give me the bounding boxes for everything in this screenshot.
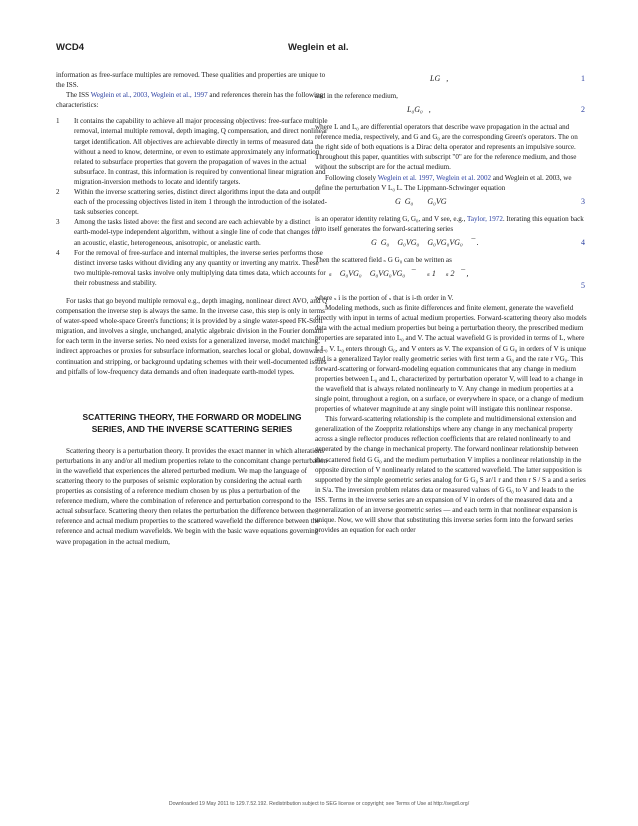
perturbation-paragraph — [315, 173, 587, 193]
follow-post: and Weglein et al. 2003, we define the perturbation V L₀ L. The Lippmann-Schwinger equation — [315, 173, 572, 192]
journal-code: WCD4 — [56, 42, 84, 53]
list-text: For the removal of free-surface and internal multiples, the inverse series performs those distinct inverse tasks without dividing any any quantity or inverting any matrix. These two multiple-removal tasks involve only multiplying data times data, which accounts for their robustness and stability. — [74, 248, 326, 287]
list-item — [56, 217, 328, 247]
equation-4-text: G G₀ G₀VG₀ G₀VG₀VG₀ ¯ . — [371, 237, 479, 247]
running-authors: Weglein et al. — [288, 42, 349, 53]
citation-link[interactable]: Weglein et al., 2003, Weglein et al., 1997 — [90, 91, 208, 100]
equation-3-number: 3 — [581, 196, 585, 206]
reference-medium-line: and in the reference medium, — [315, 92, 398, 100]
zoeppritz-paragraph: This forward-scattering relationship is the complete and multidimensional extension and generalization of the Zoeppritz relationships where any change in any mechanical property across a single reflector produces reflection coefficients that are related nonlinearly to and generated by the change in mechanical property. The forward nonlinear relationship between the scattered field G G₀ and the medium perturbation V implies a nonlinear relationship in the opposite direction of V nonlinearly related to the scattered wavefield. The latter supposition is supported by the simple geometric series analog for G G₀ S ar/1 r and then r S / S a and a series in S/a. The inversion problem relates data or measured values of G G₀ to V and leads to the ISS. Terms in the inverse series are an expansion of V in orders of the measured data and a generalization of an inverse geometric series — and each term in that nonlinear expansion is unique. Now, we will show that substituting this inverse series form into the forward series provides an equation for each order — [315, 415, 586, 535]
lippmann-schwinger-paragraph — [315, 214, 587, 234]
list-number: 1 — [56, 117, 60, 126]
list-number: 2 — [56, 188, 60, 197]
equation-2-text: L₀G₀ , — [407, 105, 431, 115]
modeling-paragraph: Modeling methods, such as finite differences and finite element, generate the wavefield directly with input in terms of actual medium properties. Forward-scattering theory also models data with the actual medium properties but being a perturbation theory, the prescribed medium properties are separated into L₀ and V. The actual wavefield G is provided in terms of L, where L L₀ V. L₀ enters through G₀, and V enters as V. The expansion of G G₀ in orders of V is unique and is a generalized Taylor really geometric series with first term a G₀ and the rate r VG₀. This forward-scattering or forward-modeling equation communicates that any change in medium properties between L₀ and L, characterized by perturbation operator V, will lead to a change in the wavefield that is always related nonlinearly to V. Any change in medium properties at a single point, throughout a region, on a surface, or everywhere in space, or a change of medium properties of whatever magnitude at any single point will instigate this nonlinear response. — [315, 304, 587, 414]
follow-pre: Following closely — [325, 173, 378, 182]
equation-3 — [315, 193, 587, 214]
list-item — [56, 116, 328, 187]
equation-2 — [315, 101, 587, 122]
download-footer: Downloaded 19 May 2011 to 129.7.52.192. Redistribution subject to SEG license or copyright; see Terms of Use at http://segdl.org/ — [168, 801, 470, 807]
list-text: Among the tasks listed above: the first and second are each achievable by a distinct earth-model-type independent algorithm, without a single line of code that changes for an acoustic, elastic, heterogeneous, anisotropic, or anelastic earth. — [74, 218, 320, 247]
list-number: 4 — [56, 248, 60, 257]
scattered-field-line: Then the scattered field ₛ G G₀ can be written as — [315, 255, 452, 264]
equation-5-number: 5 — [581, 281, 585, 291]
intro-paragraph: information as free-surface multiples are removed. These qualities and properties are unique to the ISS. — [56, 71, 326, 90]
order-definition-line: where ₛ i is the portion of ₛ that is i-th order in V. — [315, 294, 454, 303]
equation-1-number: 1 — [581, 74, 585, 83]
operator-pre: is an operator identity relating G, G₀, and V see, e.g., — [315, 214, 467, 223]
equation-1 — [315, 70, 587, 91]
iss-post: and references therein has the following characteristics: — [56, 91, 324, 110]
scattering-paragraph: Scattering theory is a perturbation theory. It provides the exact manner in which alterations perturbations in any and/or all medium properties relate to the concomitant change perturbation in the wavefield that experiences the altered perturbed medium. We map the language of scattering theory to the purposes of seismic exploration by considering the actual earth properties as consisting of a reference medium chosen by us plus a perturbation of the reference medium, where the combination of reference and perturbation correspond to the actual subsurface. Scattering theory then relates the perturbation the difference between the reference and actual medium properties to the scattered wavefield the difference between the reference and actual medium wavefields. We begin with the basic wave equations governing wave propagation in the actual medium, — [56, 446, 328, 546]
list-item — [56, 248, 328, 288]
right-column — [315, 70, 587, 535]
equation-5 — [315, 265, 587, 293]
list-number: 3 — [56, 218, 60, 227]
left-column — [56, 70, 328, 547]
operator-post: . Iterating this equation back into itself generates the forward-scattering series — [315, 214, 584, 233]
citation-link[interactable]: Taylor, 1972 — [467, 214, 503, 223]
operators-paragraph: where L and L₀ are differential operators that describe wave propagation in the actual and reference media, respectively, and G and G₀ are the corresponding Green's operators. The on the right side of both equations is a Dirac delta operator and represents an impulsive source. Throughout this paper, quantities with subscript "0" are for the reference medium, and those without the subscript are for the actual medium. — [315, 123, 578, 172]
iss-paragraph — [56, 90, 328, 110]
iss-pre: The ISS — [66, 91, 91, 100]
equation-2-number: 2 — [581, 105, 585, 115]
list-text: It contains the capability to achieve all major processing objectives: free-surface multiple removal, internal multiple removal, depth imaging, Q compensation, and direct nonlinear target identification. All objectives are achievable directly in terms of measured data without a need to know, determine, or even to estimate approximately any information related to subsurface properties that govern the propagation of waves in the actual subsurface. In contrast, this information is required by conventional linear migration and migration-inversion methods to locate and identify targets. — [74, 117, 328, 186]
equation-5-text: ₛ G₀VG₀ G₀VG₀VG₀ ¯ ₛ 1 ₛ 2 ¯ , — [329, 269, 469, 279]
list-text: Within the inverse scattering series, distinct direct algorithms input the data and output each of the processing objectives listed in item 1 through the introduction of the isolated-task subseries concept. — [74, 188, 327, 217]
section-heading: SCATTERING THEORY, THE FORWARD OR MODELING SERIES, AND THE INVERSE SCATTERING SERIES — [82, 411, 302, 435]
equation-1-text: LG , — [430, 74, 449, 83]
list-item — [56, 187, 328, 217]
equation-4 — [315, 234, 587, 255]
tasks-paragraph: For tasks that go beyond multiple removal e.g., depth imaging, nonlinear direct AVO, and Q compensation the inverse step is always the same. In the inverse case, this step is only in terms of water-speed whole-space Green's functions; it is provided by a single water-speed FK-Stolt migration, and involves a single, unchanged, analytic algebraic division in the Fourier domain for each term in the inverse series. No need exists for a generalized inverse, model matching, indirect approaches or proxies for subsurface information, searches local or global, downward continuation and stripping, or background updating schemes with their well-documented issues and pitfalls of low-frequency data demands and often inadequate earth-model types. — [56, 296, 328, 376]
equation-3-text: G G₀ G₀VG — [395, 196, 447, 206]
citation-link[interactable]: Weglein et al. 1997, Weglein et al. 2002 — [377, 173, 492, 182]
equation-4-number: 4 — [581, 237, 585, 247]
